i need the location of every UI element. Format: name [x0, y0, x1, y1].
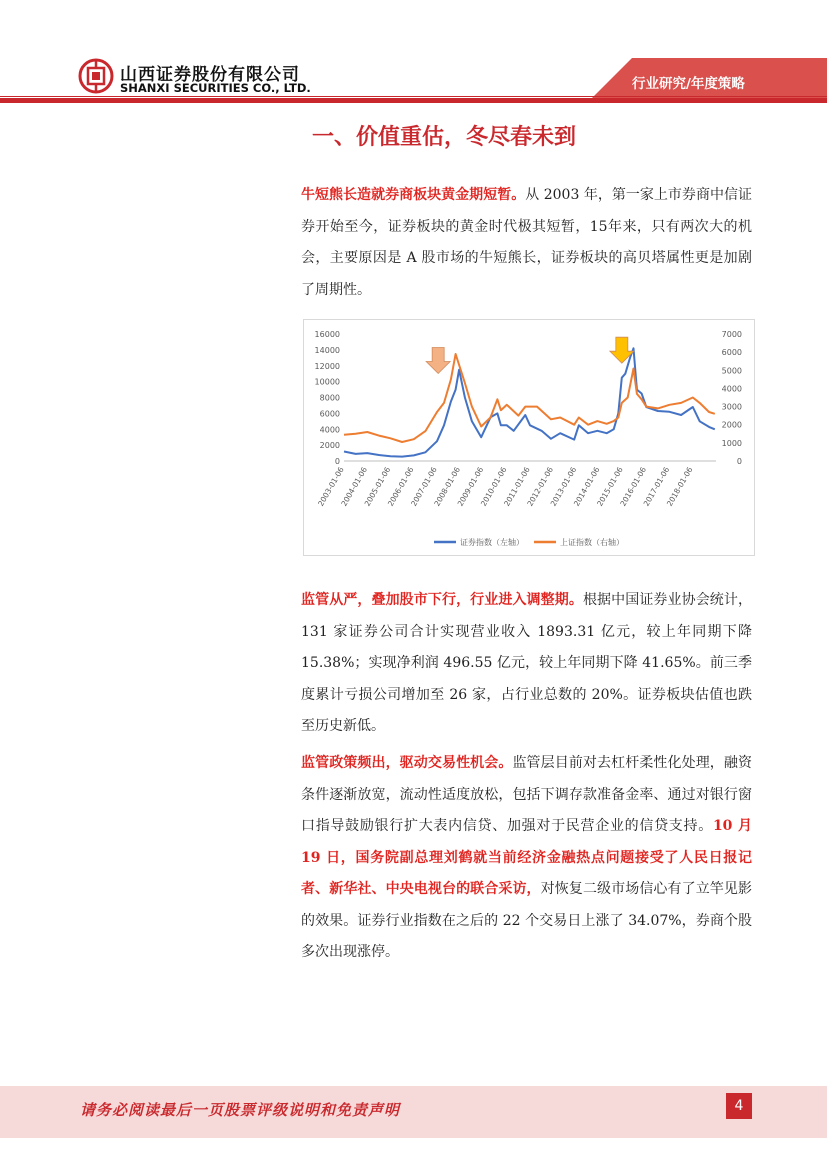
paragraph-3	[301, 748, 752, 969]
right-axis-tick-label: 5000	[721, 366, 742, 376]
x-axis-tick-label: 2006-01-06	[385, 465, 416, 508]
company-name-cn: 山西证券股份有限公司	[120, 65, 300, 85]
index-chart	[303, 319, 755, 556]
report-type-label: 行业研究/年度策略	[632, 76, 745, 92]
paragraph-2-body: 根据中国证券业协会统计，131 家证券公司合计实现营业收入 1893.31 亿元，较上年同期下降 15.38%；实现净利润 496.55 亿元，较上年同期下降 41.65%。前三季度累计亏损公司增加至 26 家，占行业总数的 20%。证券板块估值也跌至历史新低。	[301, 592, 753, 734]
left-axis-tick-label: 16000	[314, 330, 340, 339]
x-axis-tick-label: 2016-01-06	[618, 465, 648, 508]
page-number: 4	[726, 1093, 752, 1119]
header-divider	[0, 98, 827, 103]
left-axis-tick-label: 2000	[319, 441, 340, 451]
right-axis-tick-label: 2000	[721, 420, 742, 430]
x-axis-tick-label: 2015-01-06	[595, 465, 625, 508]
shanghai-index-line	[344, 354, 715, 442]
x-axis-tick-label: 2003-01-06	[316, 465, 346, 508]
header-divider-thin	[0, 96, 827, 97]
x-axis-tick-label: 2012-01-06	[525, 465, 555, 508]
right-axis-tick-label: 1000	[721, 438, 742, 448]
paragraph-2	[301, 585, 752, 743]
left-axis-tick-label: 10000	[314, 377, 340, 387]
page-header	[0, 0, 827, 110]
x-axis-tick-label: 2014-01-06	[571, 465, 602, 508]
x-axis-tick-label: 2011-01-06	[502, 465, 532, 508]
paragraph-3-highlight: 10 月 19 日，国务院副总理刘鹤就当前经济金融热点问题接受了人民日报记者、新华社、中央电视台的联合采访，	[301, 818, 753, 897]
left-axis-tick-label: 12000	[314, 361, 340, 371]
right-axis-tick-label: 7000	[721, 330, 742, 339]
x-axis-tick-label: 2007-01-06	[409, 465, 439, 508]
left-axis-tick-label: 8000	[319, 393, 340, 403]
x-axis-tick-label: 2018-01-06	[664, 465, 695, 508]
x-axis-tick-label: 2017-01-06	[641, 465, 672, 508]
section-title: 一、价值重估，冬尽春未到	[312, 125, 577, 150]
x-axis-tick-label: 2009-01-06	[455, 465, 486, 508]
x-axis-tick-label: 2004-01-06	[339, 465, 369, 508]
legend-label-securities: 证券指数（左轴）	[460, 538, 524, 547]
right-axis-tick-label: 0	[736, 457, 742, 466]
peak-arrow-2007-icon	[426, 347, 450, 373]
x-axis-tick-label: 2005-01-06	[362, 465, 393, 508]
company-name-en: SHANXI SECURITIES CO., LTD.	[120, 81, 311, 95]
legend-label-shanghai: 上证指数（右轴）	[560, 538, 624, 547]
left-axis-tick-label: 4000	[319, 425, 340, 435]
x-axis-tick-label: 2008-01-06	[432, 465, 462, 508]
left-axis-tick-label: 6000	[319, 409, 340, 419]
x-axis-tick-label: 2013-01-06	[548, 465, 579, 508]
company-logo-icon	[78, 58, 114, 94]
footer-disclaimer: 请务必阅读最后一页股票评级说明和免责声明	[80, 1101, 401, 1119]
paragraph-3-body-2: 对恢复二级市场信心有了立竿见影的效果。证券行业指数在之后的 22 个交易日上涨了 34.07%，券商个股多次出现涨停。	[301, 881, 753, 960]
right-axis-tick-label: 6000	[721, 348, 742, 358]
paragraph-1-lead: 牛短熊长造就券商板块黄金期短暂。	[301, 187, 526, 203]
right-axis-tick-label: 3000	[721, 402, 742, 412]
paragraph-2-lead: 监管从严，叠加股市下行，行业进入调整期。	[301, 592, 583, 608]
x-axis-tick-label: 2010-01-06	[478, 465, 509, 508]
paragraph-3-lead: 监管政策频出，驱动交易性机会。	[301, 755, 513, 771]
left-axis-tick-label: 14000	[314, 345, 340, 355]
right-axis-tick-label: 4000	[721, 384, 742, 394]
left-axis-tick-label: 0	[334, 457, 340, 466]
paragraph-1-body: 从 2003 年，第一家上市券商中信证券开始至今，证券板块的黄金时代极其短暂，15年来，只有两次大的机会，主要原因是 A 股市场的牛短熊长，证券板块的高贝塔属性更是加剧了周期性。	[301, 187, 752, 298]
index-chart-svg	[304, 320, 754, 555]
paragraph-1	[301, 180, 752, 306]
paragraph-3-body-1: 监管层目前对去杠杆柔性化处理，融资条件逐渐放宽，流动性适度放松，包括下调存款准备金率、通过对银行窗口指导鼓励银行扩大表内信贷、加强对于民营企业的信贷支持。	[301, 755, 753, 834]
